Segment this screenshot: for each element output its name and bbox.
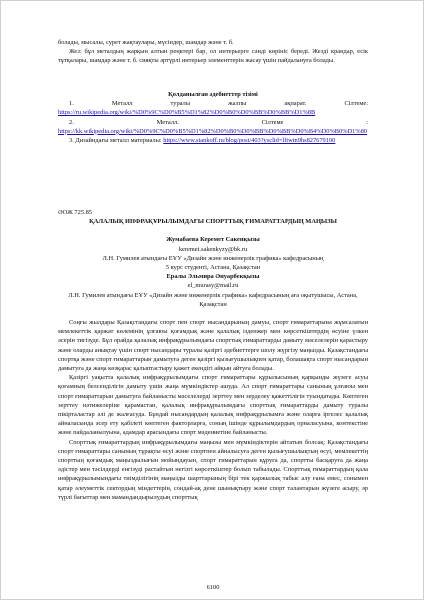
intro-line: болады, мысалы, сурет жақтаулары, мүсіндер, шамдар және т. б. [58, 39, 234, 46]
body-paragraph: Қазіргі уақытта қалалық инфрақұрылымдағы спорт ғимараттары құрылысының қарқынды жүзеге асуы қоғамның белсенділігін дамыту үшін жаңа мүмкіндіктер ашуда. Ал спорт ғимараттары санының ұлғаюы мен спорт ғимараттарын дамытуға байланысты мәселелерді зерттеу мен зерделеу қажеттілігін туындатады. Көптеген зерттеу нәтижелеріне қарамастан, қалалық инфрақұрылымдағы спорттық ғимараттарды дамыту туралы пікірталастар әлі де жалғасуда. Бұндай нысандардың қалалық инфрақұрылымға және оларға іргелес қалалық айналасында әсер ету қабілеті көптеген факторларға, соның ішінде құрылымдардың орналасуына, контекстіне және пайдаланылуына, адамдар арасындағы спорт мәдениетіне байланысты. [58, 374, 368, 437]
body-paragraph: Соңғы жылдары Қазақстандағы спорт пен спорт нысандарының дамуы, спорт ғимараттарына жұмсалатын мемлекеттік қаржат көлемінің ұлғаюы қоғамдық және қалалық ізденжер мен көрсеткіштердің өсуіне үлкен әсерін тигізуде. Бұл орайда қалалық инфрақұрылымдағы спорттық ғимараттарды дамыту мәселелерін қарастыру және оларды анықтау үшін спорт нысандары туралы қазіргі әдебиеттерге шолу жүргізу маңызды. Қазақстандағы спортқа және спорт ғимараттарын дамытуға деген қазіргі қызығушылықпен қатар, болашақта спорт нысандарын дамытуға да жаңа көзқарас қалыптастыру қажет екендігі айқын айтуға болады. [58, 319, 368, 373]
author-affiliation: Л.Н. Гумилев атындағы ЕҰУ «Дизайн және инженерлік графика» кафедрасының [102, 254, 324, 262]
reference-text: 1. Металл туралы жалпы ақпарат. Сілтеме: [69, 100, 368, 108]
reference-link[interactable]: https://ru.wikipedia.org/wiki/%D0%9C%D0%B5%D1%82%D0%B0%D0%BB%D0%BB%D1%8B [58, 109, 316, 117]
page-number: 6100 [206, 584, 220, 591]
body-paragraph: Спорттық ғимараттардың инфрақұрылымдағы маңызы мен мүмкіндіктерін айтатын болсақ: Қазақстандағы спорт ғимараттары санының тұрақты өсуі және спортпен айналысуға деген қызығушылықтың өсуі, мемлекеттің спорттың қоғамдық маңыздылығын мойындауын, спорт ғимараттарын құруға да, спортты басқаруға да жаңа әдістер мен тәсілдерді енгізуді растайтын негізгі көрсеткіштер болып табылады. Спорттық ғимараттардың қала инфрақұрылымындағы тиімділігінің маңызды шарттарының бірі тек қаржылық табыс алу ғана емес, сонымен қатар әлеуметтік сектордың міндеттерін, сондай-ақ дене шынықтыру және спорт талантарын жүзеге асыру, әр түрлі бағыттар мен мамандандырылудың спорттық [58, 438, 368, 501]
udc-code: ӘОЖ 725.85 [58, 209, 92, 216]
references-section [58, 90, 368, 145]
reference-item [58, 118, 368, 136]
reference-link[interactable]: https://www.stankoff.ru/blog/post/403?ysclid=lftwtn9hs827679100 [163, 137, 336, 145]
reference-item [58, 99, 368, 117]
author-affiliation: Л.Н. Гумилев атындағы ЕҰУ «Дизайн және инженерлік графика» кафедрасының аға оқытушысы, Астана, Қазақстан [68, 291, 358, 308]
reference-link[interactable]: https://kk.wikipedia.org/wiki/%D0%9C%D0%B5%D1%82%D0%B0%D0%BB%D0%BB%D0%B4%D0%B0%D1%80 [58, 127, 368, 135]
article-title: ҚАЛАЛЫҚ ИНФРАҚҰРЫЛЫМДАҒЫ СПОРТТЫҚ ҒИМАРАТТАРДЫҢ МАҢЫЗЫ [89, 218, 337, 226]
intro-section [58, 38, 368, 66]
article-section [58, 208, 368, 502]
author-name: Ералы Эльмира Әнуарбекқызы [166, 273, 260, 281]
author-affiliation: 5 курс студенті, Астана, Қазақстан [165, 264, 261, 272]
author-email: keremet.sakenkyzy@bk.ru [178, 245, 248, 253]
reference-item [58, 136, 368, 145]
author-email: el_murasy@mail.ru [187, 282, 239, 290]
reference-text: 3. Дизайндағы металл материалы: [69, 137, 164, 145]
author-name: Жумабаева Керемет Сакенқызы [166, 236, 260, 244]
reference-text: 2. Металл. Сілтеме : [69, 118, 368, 126]
references-heading: Қолданылған әдебиеттер тізімі [168, 91, 258, 98]
intro-paragraph: Жез: бұл металдың жарқын алтын реңктері бар, ол интерьерге сәнді көрініс береді. Жезді крандар, есік тұтқалары, шамдар және т. б. сияқты әртүрлі интерьер элементтерін жасау үшін пайдалануға болады. [58, 48, 368, 65]
